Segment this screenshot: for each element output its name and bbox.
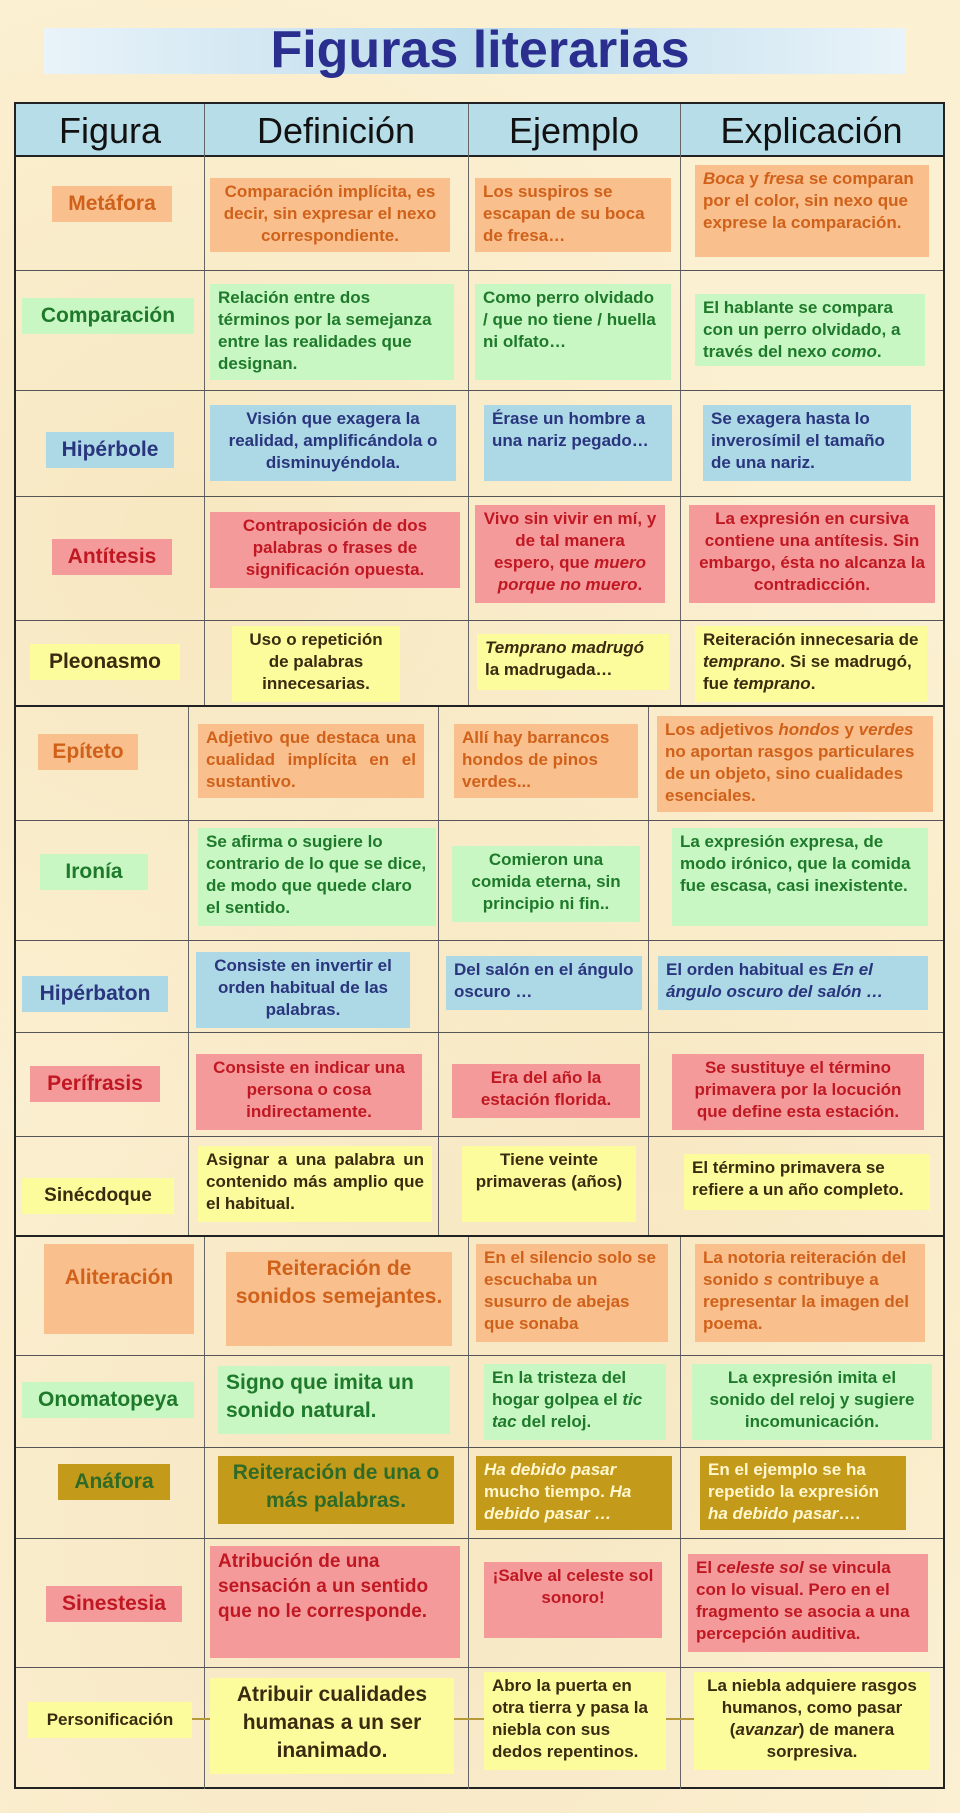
explanation-box: Se exagera hasta lo inverosímil el tamaño de una nariz. (703, 405, 911, 481)
explanation-box: El celeste sol se vincula con lo visual. Pero en el fragmento se asocia a una percepción auditiva. (688, 1554, 928, 1652)
figure-name: Sinécdoque (22, 1178, 174, 1214)
divider (438, 705, 439, 1235)
explanation-box: La notoria reiteración del sonido s contribuye a representar la imagen del poema. (695, 1244, 925, 1342)
explanation-box: Boca y fresa se comparan por el color, sin nexo que exprese la comparación. (695, 165, 929, 257)
figure-name: Onomatopeya (22, 1382, 194, 1418)
connector-line (454, 1718, 484, 1720)
row-divider (16, 620, 943, 621)
definition-box: Asignar a una palabra un contenido más amplio que el habitual. (198, 1146, 432, 1222)
example-box: En la tristeza del hogar golpea el tic tac del reloj. (484, 1364, 666, 1440)
figure-name: Comparación (22, 298, 194, 334)
definition-box: Atribución de una sensación a un sentido que no le corresponde. (210, 1546, 460, 1658)
row-divider (16, 820, 943, 821)
explanation-box: La expresión expresa, de modo irónico, que la comida fue escasa, casi inexistente. (672, 828, 928, 926)
definition-box: Reiteración de sonidos semejantes. (226, 1252, 452, 1346)
figure-name: Aliteración (44, 1244, 194, 1334)
explanation-box: El orden habitual es En el ángulo oscuro del salón … (658, 956, 928, 1010)
definition-box: Adjetivo que destaca una cualidad implícita en el sustantivo. (198, 724, 424, 798)
divider (468, 157, 469, 705)
explanation-box: Se sustituye el término primavera por la locución que define esta estación. (672, 1054, 924, 1130)
divider (204, 157, 205, 705)
row-divider (16, 940, 943, 941)
row-divider (16, 1032, 943, 1033)
divider (468, 104, 469, 157)
example-box: Comieron una comida eterna, sin principio ni fin.. (452, 846, 640, 922)
row-divider (16, 1538, 943, 1539)
figure-name: Ironía (40, 854, 148, 890)
figure-name: Personificación (28, 1702, 192, 1738)
connector-line (190, 1718, 210, 1720)
example-box: En el silencio solo se escuchaba un susurro de abejas que sonaba (476, 1244, 668, 1342)
example-box: Era del año la estación florida. (452, 1064, 640, 1118)
figure-name: Pleonasmo (30, 644, 180, 680)
explanation-box: La expresión en cursiva contiene una antítesis. Sin embargo, ésta no alcanza la contradicción. (689, 505, 935, 603)
definition-box: Consiste en indicar una persona o cosa indirectamente. (196, 1054, 422, 1130)
divider (680, 1235, 681, 1789)
row-divider (16, 1447, 943, 1448)
connector-line (666, 1718, 694, 1720)
explanation-box: En el ejemplo se ha repetido la expresión ha debido pasar…. (700, 1456, 906, 1530)
definition-box: Signo que imita un sonido natural. (218, 1366, 450, 1434)
example-box: Los suspiros se escapan de su boca de fresa… (475, 178, 671, 252)
figure-name: Antítesis (52, 539, 172, 575)
definition-box: Se afirma o sugiere lo contrario de lo que se dice, de modo que quede claro el sentido. (198, 828, 436, 926)
definition-box: Reiteración de una o más palabras. (218, 1456, 454, 1524)
definition-box: Comparación implícita, es decir, sin expresar el nexo correspondiente. (210, 178, 450, 252)
explanation-box: Los adjetivos hondos y verdes no aportan rasgos particulares de un objeto, sino cualidades esenciales. (657, 716, 933, 812)
row-divider (16, 1136, 943, 1137)
definition-box: Consiste en invertir el orden habitual de las palabras. (196, 952, 410, 1028)
definition-box: Uso o repetición de palabras innecesarias. (232, 626, 400, 702)
definition-box: Contraposición de dos palabras o frases de significación opuesta. (210, 512, 460, 588)
divider (468, 1235, 469, 1789)
example-box: Vivo sin vivir en mí, y de tal manera espero, que muero porque no muero. (475, 505, 665, 603)
explanation-box: El término primavera se refiere a un año completo. (684, 1154, 930, 1210)
row-divider (16, 496, 943, 497)
row-divider (16, 705, 943, 707)
figure-name: Hipérbaton (22, 976, 168, 1012)
row-divider (16, 1355, 943, 1356)
explanation-box: La niebla adquiere rasgos humanos, como pasar (avanzar) de manera sorpresiva. (694, 1672, 930, 1770)
divider (648, 705, 649, 1235)
example-box: ¡Salve al celeste sol sonoro! (484, 1562, 662, 1638)
explanation-box: El hablante se compara con un perro olvidado, a través del nexo como. (695, 294, 925, 366)
example-box: Del salón en el ángulo oscuro … (446, 956, 642, 1010)
page-title: Figuras literarias (270, 21, 690, 79)
example-box: Allí hay barrancos hondos de pinos verdes... (454, 724, 638, 798)
header-explicacion: Explicación (720, 110, 903, 151)
row-divider (16, 270, 943, 271)
example-box: Ha debido pasar mucho tiempo. Ha debido pasar … (476, 1456, 672, 1530)
divider (188, 705, 189, 1235)
divider (204, 1235, 205, 1789)
definition-box: Atribuir cualidades humanas a un ser inanimado. (210, 1678, 454, 1774)
definition-box: Relación entre dos términos por la semejanza entre las realidades que designan. (210, 284, 454, 380)
example-box: Érase un hombre a una nariz pegado… (484, 405, 672, 481)
example-box: Temprano madrugó la madrugada… (477, 634, 669, 690)
figure-name: Perífrasis (30, 1066, 160, 1102)
figure-name: Hipérbole (46, 432, 174, 468)
header-definicion: Definición (256, 110, 416, 151)
divider (680, 104, 681, 157)
example-box: Tiene veinte primaveras (años) (462, 1146, 636, 1222)
figure-name: Sinestesia (46, 1586, 182, 1622)
divider (204, 104, 205, 157)
figure-name: Anáfora (58, 1464, 170, 1500)
definition-box: Visión que exagera la realidad, amplificándola o disminuyéndola. (210, 405, 456, 481)
row-divider (16, 1235, 943, 1237)
explanation-box: Reiteración innecesaria de temprano. Si se madrugó, fue temprano. (695, 626, 927, 702)
figure-name: Metáfora (52, 186, 172, 222)
figure-name: Epíteto (38, 734, 138, 770)
divider (680, 157, 681, 705)
row-divider (16, 1667, 943, 1668)
header-figura: Figura (58, 110, 162, 151)
example-box: Abro la puerta en otra tierra y pasa la niebla con sus dedos repentinos. (484, 1672, 666, 1770)
header-ejemplo: Ejemplo (508, 110, 640, 151)
explanation-box: La expresión imita el sonido del reloj y sugiere incomunicación. (692, 1364, 932, 1440)
example-box: Como perro olvidado / que no tiene / huella ni olfato… (475, 284, 671, 380)
row-divider (16, 390, 943, 391)
